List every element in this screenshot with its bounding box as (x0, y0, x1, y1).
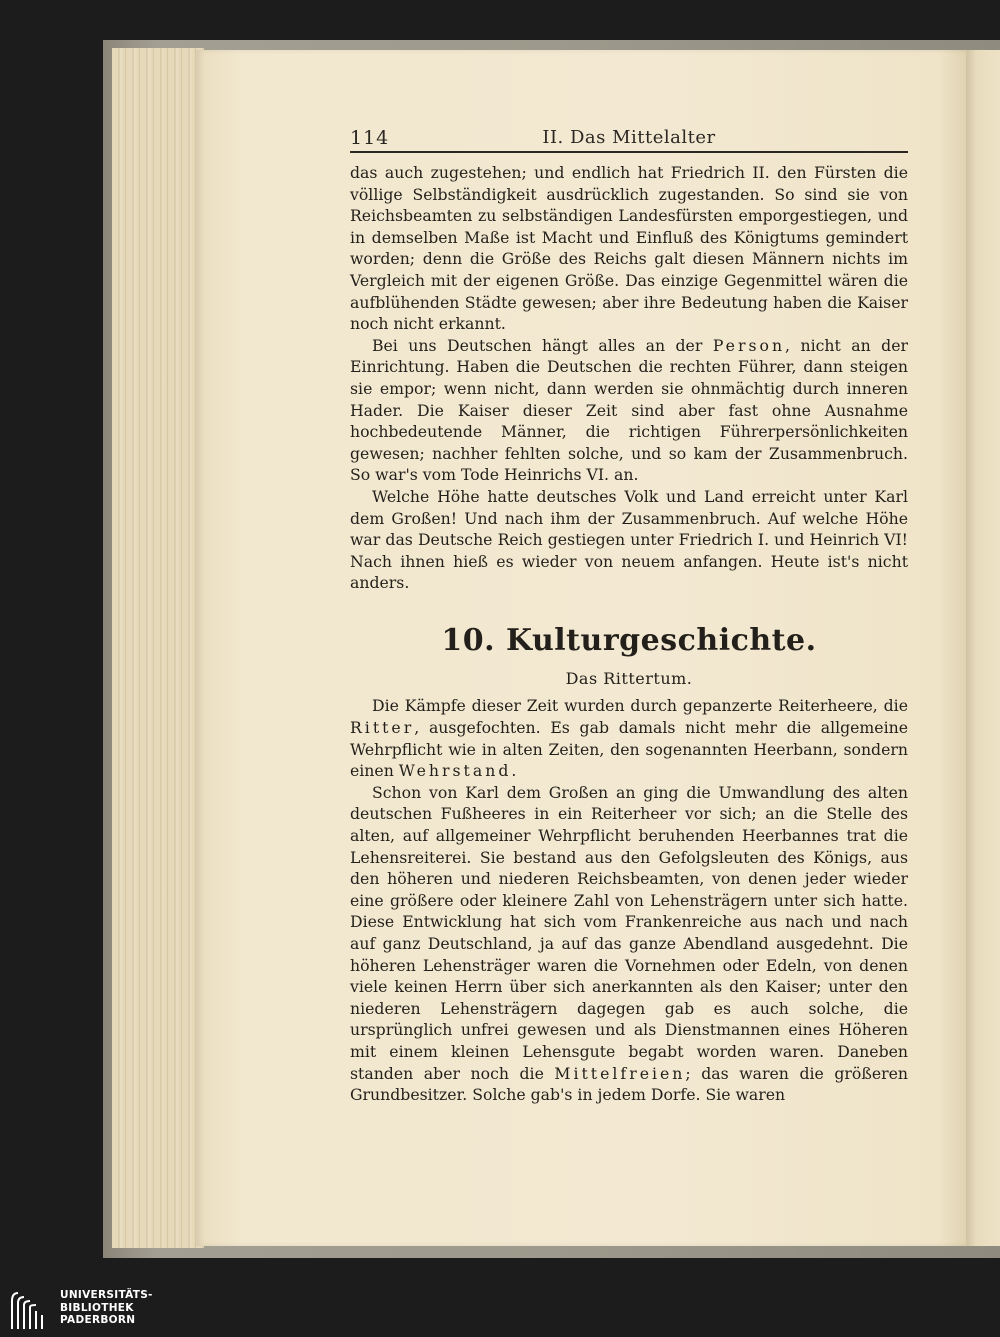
emphasis-person: Person (712, 335, 786, 355)
paragraph-4-text-c: . (511, 761, 517, 781)
library-name-line-2: BIBLIOTHEK (60, 1301, 134, 1314)
library-logo (8, 1289, 158, 1331)
paragraph-2-text-b: , nicht an der Einrichtung. Haben die Deutschen die rechten Führer, dann steigen sie empor; wenn nicht, dann werden sie ohnmächtig durch inneren Hader. Die Kaiser dieser Zeit sind aber fast ohne Ausnahme hochbedeutende Männer, die richtigen Führerpersönlichkeiten gewesen; nachher fehlten solche, und so kam der Zusammenbruch. So war's vom Tode Heinrichs VI. an. (350, 335, 909, 485)
paragraph-5-text-b: ; das waren die größeren Grundbesitzer. Solche gab's in jedem Dorfe. Sie waren (350, 1063, 908, 1105)
chapter-heading: 10. Kulturgeschichte. (441, 622, 817, 658)
paragraph-3: Welche Höhe hatte deutsches Volk und Land erreicht unter Karl dem Großen! Und nach ihm der Zusammenbruch. Auf welche Höhe war das Deutsche Reich gestiegen unter Friedrich I. und Heinrich VI! Nach ihnen hieß es wieder von neuem anfangen. Heute ist's nicht anders. (350, 486, 908, 593)
paragraph-1: das auch zugestehen; und endlich hat Friedrich II. den Fürsten die völlige Selbständigkeit ausdrücklich zugestanden. So sind sie von Reichsbeamten zu selbständigen Landesfürsten emporgestiegen, und in demselben Maße ist Macht und Einfluß des Königtums gemindert worden; denn die Größe des Reichs galt diesen Männern nichts im Vergleich mit der eigenen Größe. Das einzige Gegenmittel wären die aufblühenden Städte gewesen; aber ihre Bedeutung haben die Kaiser noch nicht erkannt. (350, 163, 908, 334)
paragraph-2-text-a: Bei uns Deutschen hängt alles an der (372, 335, 713, 355)
library-name-line-1: UNIVERSITÄTS- (60, 1289, 153, 1301)
running-head: II. Das Mittelalter (542, 127, 716, 148)
paragraph-5 (350, 782, 908, 1106)
page-edges (112, 48, 204, 1248)
library-logo-icon (8, 1289, 54, 1331)
text-block (350, 162, 908, 1106)
paragraph-5-text-a: Schon von Karl dem Großen an ging die Umwandlung des alten deutschen Fußheeres in ein Reiterheer vor sich; an die Stelle des alten, auf allgemeiner Wehrpflicht beruhenden Heerbannes trat die Lehensreiterei. Sie bestand aus den Gefolgsleuten des Königs, aus den höheren und niederen Reichsbeamten, von denen jeder wieder eine größere oder kleinere Zahl von Lehensträgern unter sich hatte. Diese Entwicklung hat sich vom Frankenreiche aus nach und nach auf ganz Deutschland, ja auf das ganze Abendland ausgedehnt. Die höheren Lehensträger waren die Vornehmen oder Edeln, von denen viele keinen Herrn über sich anerkannten als den Kaiser; unter den niederen Lehensträgern dagegen gab es auch solche, die ursprünglich unfrei gewesen und als Dienstmannen eines Höheren mit einem kleinen Lehensgute begabt worden waren. Daneben standen aber noch die (350, 782, 908, 1083)
page-number: 114 (350, 127, 390, 149)
emphasis-wehrstand: Wehrstand (398, 761, 512, 781)
paragraph-4-text-a: Die Kämpfe dieser Zeit wurden durch gepanzerte Reiterheere, die (372, 696, 908, 716)
library-name-line-3: PADERBORN (60, 1314, 136, 1326)
page-header (350, 127, 908, 153)
paragraph-2 (350, 335, 908, 486)
emphasis-ritter: Ritter (350, 718, 415, 738)
paragraph-4 (350, 695, 908, 781)
paragraph-4-text-b: , ausgefochten. Es gab damals nicht mehr die allgemeine Wehrpflicht wie in alten Zeiten, den sogenannten Heerbann, sondern einen (350, 718, 908, 781)
emphasis-mittelfreien: Mittelfreien (554, 1063, 686, 1083)
section-heading: Das Rittertum. (565, 668, 693, 688)
library-name (60, 1289, 160, 1327)
facing-page-edge (966, 50, 1000, 1246)
